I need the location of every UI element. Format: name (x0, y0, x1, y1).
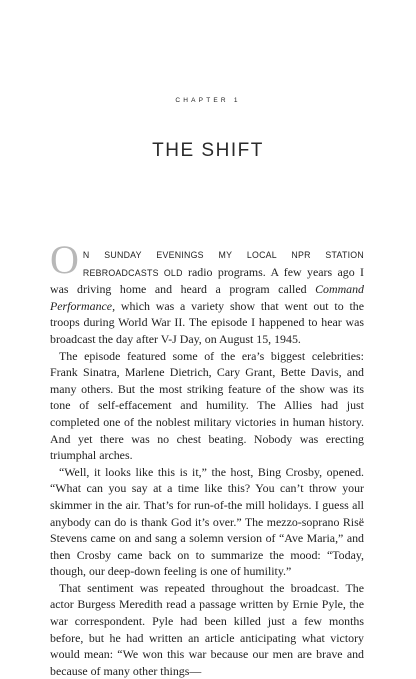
program-title: Command Performance, (50, 282, 364, 313)
paragraph-1-text-a: radio programs. A few years ago I was driving home and heard a program called (50, 264, 364, 297)
chapter-label: CHAPTER 1 (175, 97, 241, 104)
opening-line: N SUNDAY EVENINGS MY LOCAL NPR STATION REBROADCASTS OLD (82, 250, 364, 278)
drop-cap: O (50, 237, 79, 282)
chapter-body (50, 237, 364, 679)
chapter-title: THE SHIFT (152, 140, 264, 161)
paragraph-2: The episode featured some of the era’s biggest celebrities: Frank Sinatra, Marlene Dietrich, Cary Grant, Bette Davis, and many others. But the most striking feature of the show was its tone of self-effacement and humility. The Allies had just completed one of the noblest military victories in human history. And yet there was no chest beating. Nobody was erecting triumphal arches. (50, 348, 364, 463)
paragraph-1-text-b: which was a variety show that went out to the troops during World War II. The episode I happened to hear was broadcast the day after V-J Day, on August 15, 1945. (50, 298, 364, 346)
paragraph-4: That sentiment was repeated throughout the broadcast. The actor Burgess Meredith read a passage written by Ernie Pyle, the war correspondent. Pyle had been killed just a few months before, but he had written an article anticipating what victory would mean: “We won this war because our men are brave and because of many other things— (50, 580, 364, 678)
paragraph-3: “Well, it looks like this is it,” the host, Bing Crosby, opened. “What can you say at a time like this? You can’t throw your skimmer in the air. That’s for run-of-the mill holidays. I guess all anybody can do is thank God it’s over.” The mezzo-soprano Risë Stevens came on and sang a solemn version of “Ave Maria,” and then Crosby came back on to summarize the mood: “Today, though, our deep-down feeling is one of humility.” (50, 464, 364, 579)
paragraph-1 (50, 237, 364, 348)
